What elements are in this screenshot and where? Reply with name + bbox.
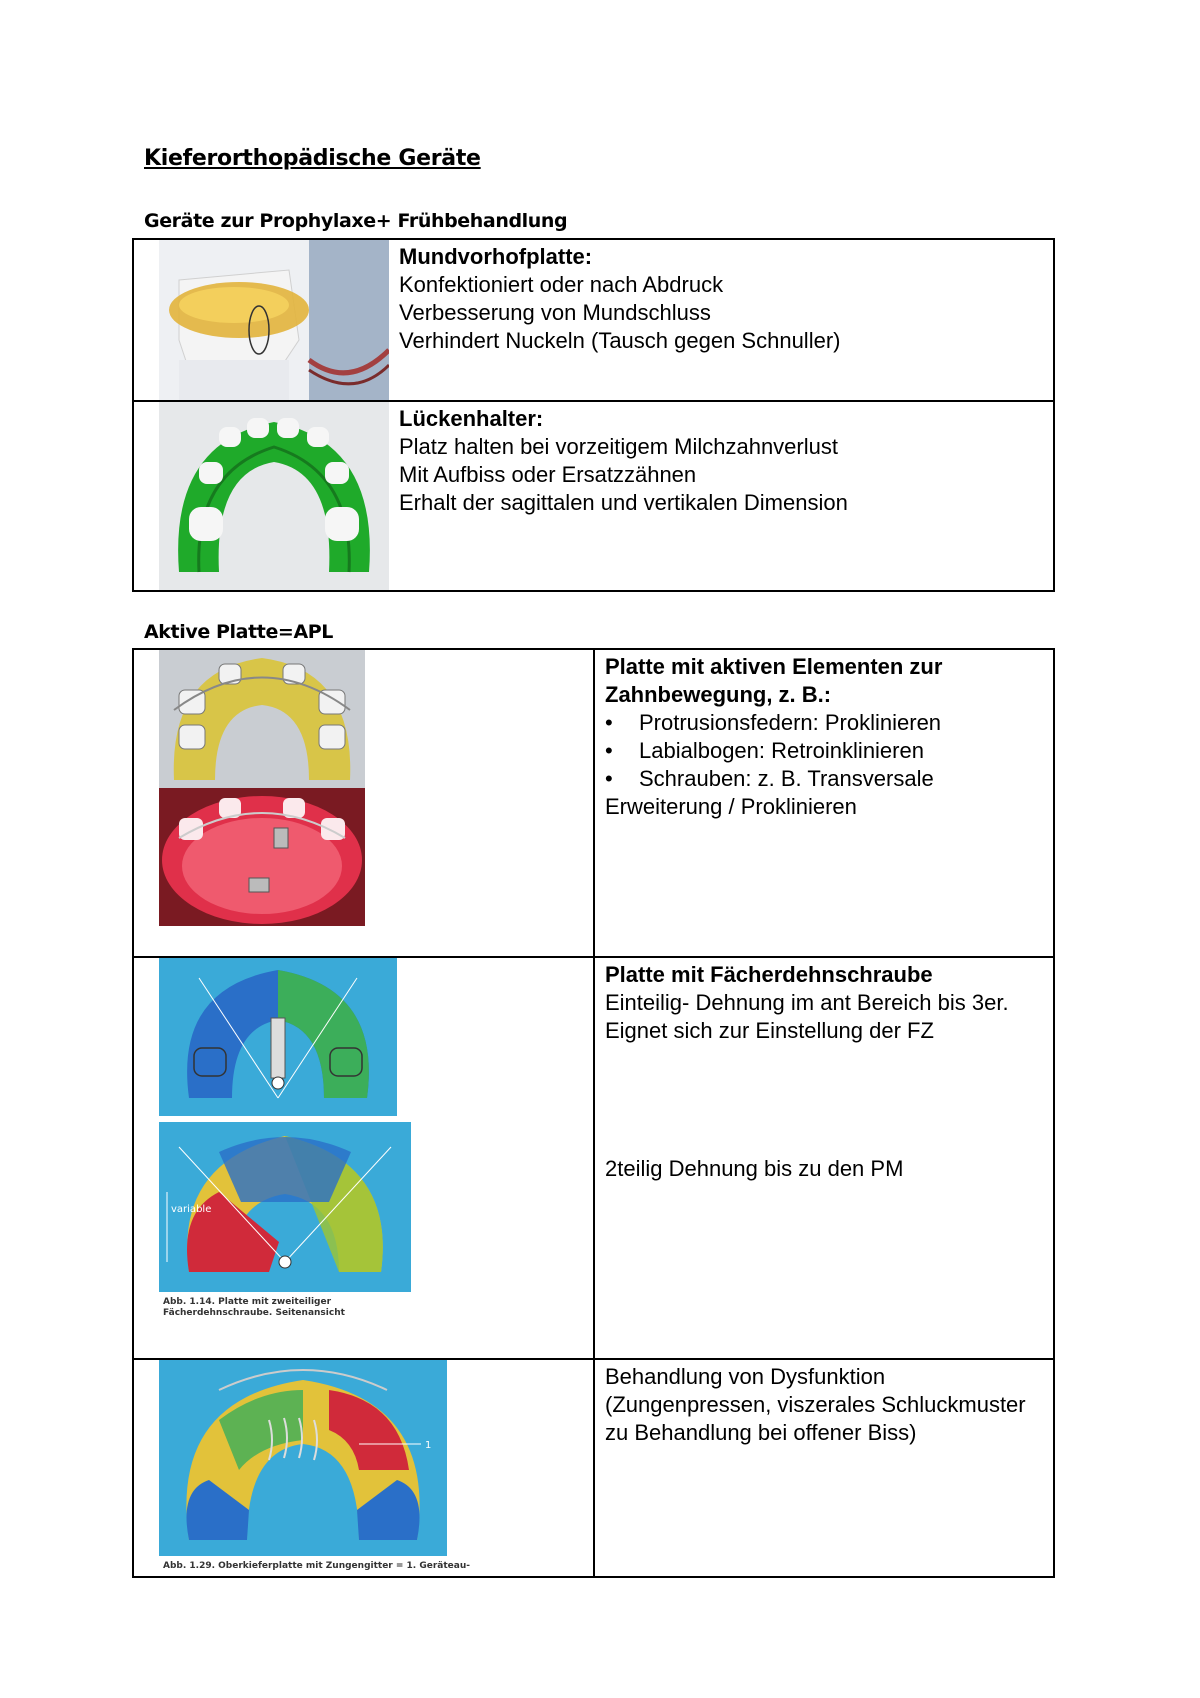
- aktive-platte-image-bottom: [159, 788, 365, 926]
- aktive-platte-continuation: Erweiterung / Proklinieren: [605, 794, 857, 819]
- aktive-platte-bullet-2: • Labialbogen: Retroinklinieren: [605, 738, 924, 763]
- mundvorhofplatte-heading: Mundvorhofplatte:: [399, 244, 593, 269]
- section-heading-prophylaxe: Geräte zur Prophylaxe+ Frühbehandlung: [144, 210, 568, 232]
- faecherdehnschraube-second-text: 2teilig Dehnung bis zu den PM: [605, 1156, 904, 1181]
- aktive-platte-heading: Platte mit aktiven Elementen zur Zahnbewegung, z. B.:: [605, 654, 943, 707]
- mundvorhofplatte-line-3: Verhindert Nuckeln (Tausch gegen Schnuller): [399, 328, 841, 353]
- prophylaxe-table: [132, 238, 1055, 592]
- zungengitter-text: Behandlung von Dysfunktion (Zungenpressen, viszerales Schluckmuster zu Behandlung bei offener Biss): [605, 1364, 1026, 1445]
- mundvorhofplatte-line-2: Verbesserung von Mundschluss: [399, 300, 711, 325]
- mundvorhofplatte-line-1: Konfektioniert oder nach Abdruck: [399, 272, 724, 297]
- mundvorhofplatte-image: [159, 240, 389, 400]
- aktive-platte-bullet-3: • Schrauben: z. B. Transversale: [605, 766, 934, 791]
- aktive-platte-image-top: [159, 650, 365, 788]
- faecherdehnschraube-image-1: [159, 958, 397, 1116]
- table-row: [133, 957, 1054, 1359]
- zungengitter-caption: Abb. 1.29. Oberkieferplatte mit Zungengitter = 1. Geräteau-: [163, 1561, 470, 1571]
- lueckenhalter-heading: Lückenhalter:: [399, 406, 544, 431]
- image-label-variable: variable: [171, 1204, 212, 1215]
- apl-table: [132, 648, 1055, 1578]
- section-heading-apl: Aktive Platte=APL: [144, 621, 333, 643]
- table-row: [133, 1359, 1054, 1577]
- lueckenhalter-image: [159, 402, 389, 590]
- faecherdehnschraube-caption: Abb. 1.14. Platte mit zweiteiliger Fächerdehnschraube. Seitenansicht: [163, 1297, 345, 1318]
- page-title: Kieferorthopädische Geräte: [144, 146, 481, 171]
- image-marker-1: 1: [425, 1440, 432, 1451]
- aktive-platte-bullet-1: • Protrusionsfedern: Proklinieren: [605, 710, 942, 735]
- faecherdehnschraube-heading: Platte mit Fächerdehnschraube: [605, 962, 933, 987]
- lueckenhalter-line-3: Erhalt der sagittalen und vertikalen Dimension: [399, 490, 848, 515]
- lueckenhalter-line-1: Platz halten bei vorzeitigem Milchzahnverlust: [399, 434, 838, 459]
- lueckenhalter-line-2: Mit Aufbiss oder Ersatzzähnen: [399, 462, 697, 487]
- table-row: [133, 239, 1054, 401]
- faecherdehnschraube-image-2: [159, 1122, 411, 1292]
- zungengitter-image: [159, 1360, 447, 1556]
- table-row: [133, 649, 1054, 957]
- table-row: [133, 401, 1054, 591]
- faecherdehnschraube-line-1: Einteilig- Dehnung im ant Bereich bis 3er. Eignet sich zur Einstellung der FZ: [605, 990, 1009, 1043]
